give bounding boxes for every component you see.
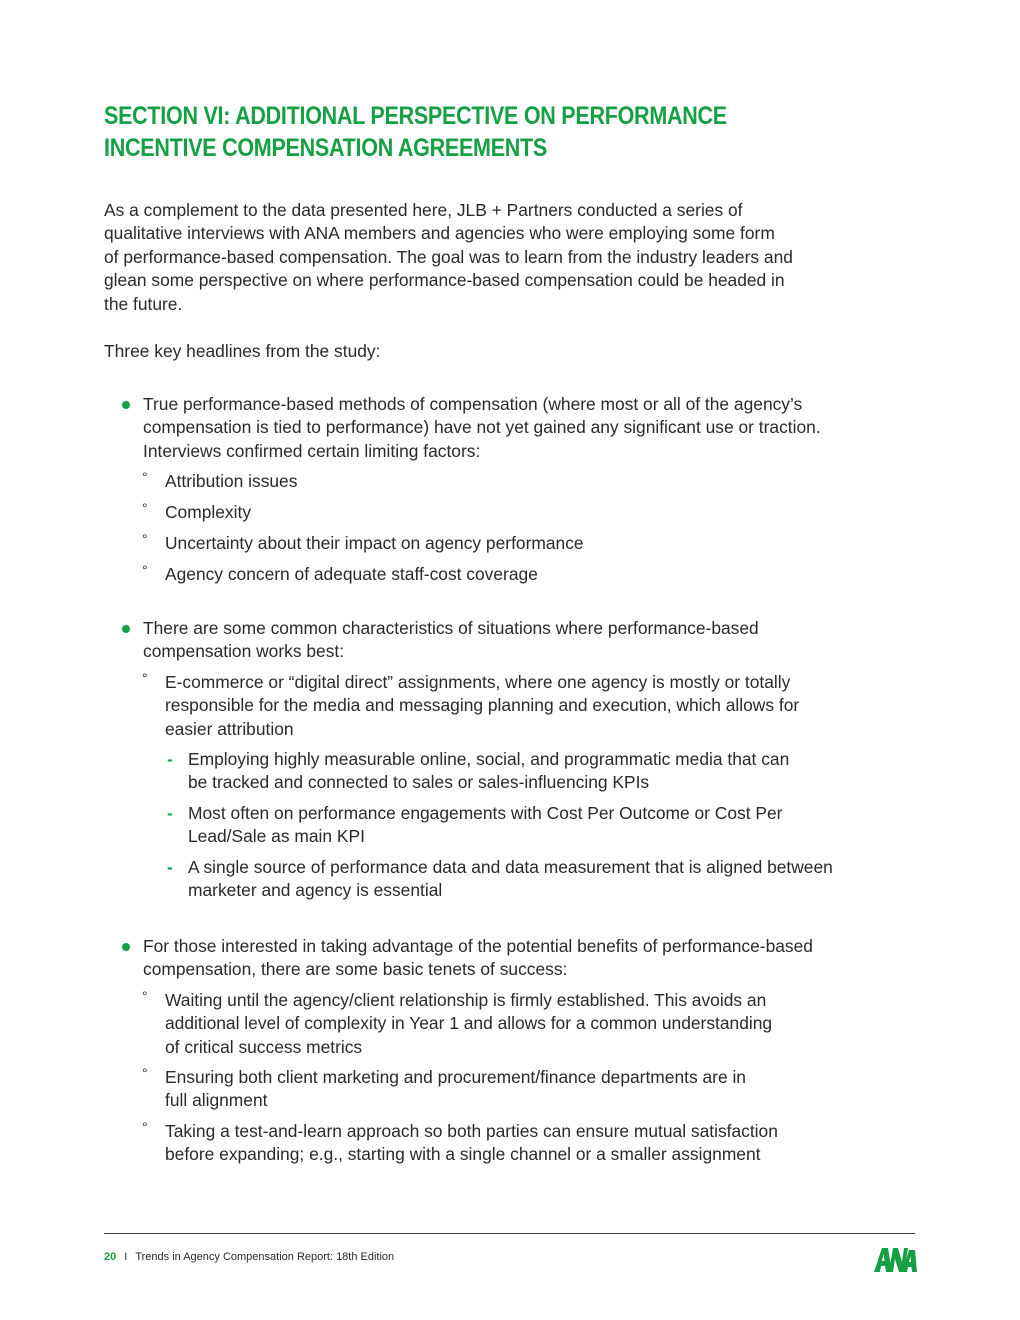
sub-item-line: full alignment (165, 1090, 268, 1111)
degree-bullet-icon: ° (142, 1118, 148, 1135)
section-title-line: SECTION VI: ADDITIONAL PERSPECTIVE ON PERFORMANCE (104, 102, 727, 130)
degree-bullet-icon: ° (142, 987, 148, 1004)
sub-item-line: E-commerce or “digital direct” assignments, where one agency is mostly or totally (165, 671, 791, 692)
bullet-line: For those interested in taking advantage of the potential benefits of performance-based (143, 936, 813, 956)
sub-item-text: Attribution issues (165, 471, 298, 492)
dash-item-line: Employing highly measurable online, social, and programmatic media that can (188, 749, 790, 770)
sub-item (104, 1120, 934, 1167)
sub-item (104, 563, 934, 586)
intro-paragraph (104, 199, 904, 316)
sub-item (104, 470, 934, 493)
bullet-line: Interviews confirmed certain limiting factors: (143, 440, 481, 461)
dash-bullet-icon: - (167, 802, 173, 823)
dash-item-line: A single source of performance data and data measurement that is aligned between (188, 856, 833, 877)
ana-logo-icon (872, 1244, 918, 1274)
dash-item (104, 748, 934, 795)
lead-sentence: Three key headlines from the study: (104, 341, 381, 361)
intro-line: of performance-based compensation. The goal was to learn from the industry leaders and (104, 246, 793, 267)
bullet-list-item (104, 617, 934, 902)
dash-item-line: marketer and agency is essential (188, 880, 443, 901)
sub-item (104, 501, 934, 524)
sub-item-line: Taking a test-and-learn approach so both parties can ensure mutual satisfaction (165, 1120, 778, 1141)
intro-line: qualitative interviews with ANA members and agencies who were employing some form (104, 223, 775, 244)
report-title: Trends in Agency Compensation Report: 18th Edition (135, 1251, 395, 1263)
sub-item (104, 671, 934, 741)
bullet-dot-icon (122, 943, 130, 951)
sub-item-line: Waiting until the agency/client relationship is firmly established. This avoids an (165, 989, 767, 1010)
degree-bullet-icon: ° (142, 1065, 148, 1082)
sub-item-line: Ensuring both client marketing and procurement/finance departments are in (165, 1067, 746, 1088)
sub-item-text: Agency concern of adequate staff-cost coverage (165, 564, 538, 585)
sub-item (104, 1066, 934, 1113)
page-footer (104, 1251, 394, 1263)
degree-bullet-icon: ° (142, 562, 148, 579)
intro-line: the future. (104, 293, 183, 314)
sub-item-line: easier attribution (165, 718, 294, 739)
section-title-line: INCENTIVE COMPENSATION AGREEMENTS (104, 134, 548, 162)
sub-item (104, 532, 934, 555)
sub-item-text: Uncertainty about their impact on agency performance (165, 533, 584, 554)
page-number: 20 (104, 1251, 117, 1263)
dash-bullet-icon: - (167, 856, 173, 877)
bullet-line: True performance-based methods of compensation (where most or all of the agency’s (143, 394, 803, 414)
dash-item-line: Lead/Sale as main KPI (188, 826, 365, 847)
sub-item-line: responsible for the media and messaging planning and execution, which allows for (165, 695, 800, 716)
bullet-line: compensation, there are some basic tenets of success: (143, 959, 568, 980)
bullet-line: compensation is tied to performance) have not yet gained any significant use or traction. (143, 417, 821, 438)
degree-bullet-icon: ° (142, 469, 148, 486)
sub-item (104, 989, 934, 1059)
section-title (104, 100, 727, 164)
degree-bullet-icon: ° (142, 500, 148, 517)
bullet-item (104, 393, 934, 463)
dash-item (104, 856, 934, 903)
bullet-list-item (104, 393, 934, 587)
bullet-list-item (104, 935, 934, 1167)
dash-item-line: be tracked and connected to sales or sales-influencing KPIs (188, 772, 650, 793)
dash-item-line: Most often on performance engagements with Cost Per Outcome or Cost Per (188, 802, 783, 823)
dash-bullet-icon: - (167, 749, 173, 770)
sub-item-text: Complexity (165, 502, 252, 523)
bullet-line: compensation works best: (143, 641, 345, 662)
intro-line: As a complement to the data presented here, JLB + Partners conducted a series of (104, 200, 743, 220)
bullet-line: There are some common characteristics of situations where performance-based (143, 618, 759, 638)
bullet-item (104, 935, 934, 982)
sub-item-line: additional level of complexity in Year 1 and allows for a common understanding (165, 1013, 773, 1034)
sub-item-line: of critical success metrics (165, 1036, 363, 1057)
footer-divider (104, 1233, 915, 1234)
footer-separator: I (124, 1251, 128, 1263)
dash-item (104, 802, 934, 849)
sub-item-line: before expanding; e.g., starting with a single channel or a smaller assignment (165, 1144, 761, 1165)
bullet-dot-icon (122, 625, 130, 633)
intro-line: glean some perspective on where performance-based compensation could be headed in (104, 270, 785, 291)
degree-bullet-icon: ° (142, 531, 148, 548)
degree-bullet-icon: ° (142, 669, 148, 686)
bullet-item (104, 617, 934, 664)
bullet-dot-icon (122, 401, 130, 409)
